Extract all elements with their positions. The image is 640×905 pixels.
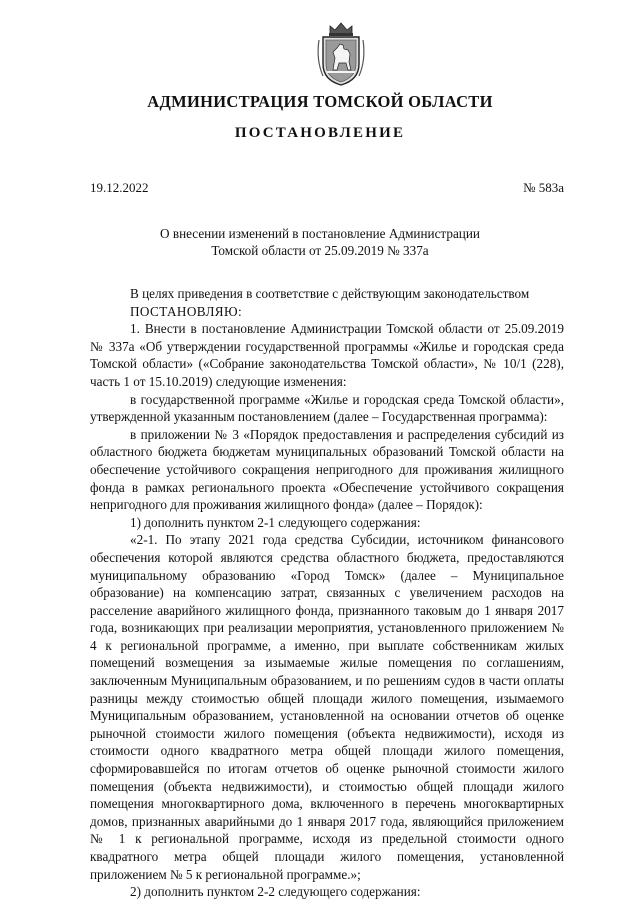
subject-line: Томской области от 25.09.2019 № 337а — [211, 243, 429, 258]
organization-name: АДМИНИСТРАЦИЯ ТОМСКОЙ ОБЛАСТИ — [147, 92, 493, 111]
document-number: № 583а — [523, 180, 564, 195]
document-type: ПОСТАНОВЛЕНИЕ — [234, 125, 406, 141]
document-body — [90, 285, 564, 901]
document-subject — [0, 225, 640, 259]
paragraph: В целях приведения в соответствие с действующим законодательством — [130, 286, 530, 301]
paragraph: в приложении № 3 «Порядок предоставления и распределения субсидий из областного бюджета бюджетам муниципальных образований Томской области на обеспечение устойчивого сокращения непригодного для проживания жилищного фонда в рамках регионального проекта «Обеспечение устойчивого сокращения непригодного для проживания жилищного фонда» (далее – Порядок): — [90, 426, 564, 513]
paragraph: 1. Внести в постановление Администрации Томской области от 25.09.2019 № 337а «Об утверждении государственной программы «Жилье и городская среда Томской области» («Собрание законодательства Томской области», № 10/1 (228), часть 1 от 15.10.2019) следующие изменения: — [90, 321, 564, 389]
document-date: 19.12.2022 — [90, 180, 149, 195]
decree-word: ПОСТАНОВЛЯЮ: — [130, 303, 243, 319]
paragraph: 2) дополнить пунктом 2-2 следующего содержания: — [130, 884, 421, 900]
paragraph: «2-1. По этапу 2021 года средства Субсидии, источником финансового обеспечения которой являются средства областного бюджета, предоставляются муниципальному образованию «Город Томск» (далее – Муниципальное образование) на компенсацию затрат, связанных с увеличением расходов на расселение аварийного жилищного фонда, признанного таковым до 1 января 2017 года, возникающих при реализации мероприятия, установленного приложением № 4 к региональной программе, а именно, при выплате собственникам жилых помещений возмещения за изымаемые жилые помещения по соглашениям, заключенным Муниципальным образованием, и по решениям судов в части оплаты разницы между стоимостью общей площади жилого помещения, изымаемого Муниципальным образованием, установленной на основании отчетов об оценке рыночной стоимости жилого помещения (объекта недвижимости), исходя из стоимости одного квадратного метра общей площади жилого помещения, сформировавшейся по итогам отчетов об оценке рыночной стоимости жилого помещения (объекта недвижимости), и стоимостью общей площади жилого помещения многоквартирного дома, включенного в перечень многоквартирных домов, признанных аварийными до 1 января 2017 года, являющийся приложением № 1 к региональной программе, исходя из предельной стоимости одного квадратного метра общей площади жилого помещения, установленной приложением № 5 к региональной программе.»; — [90, 532, 564, 882]
paragraph: в государственной программе «Жилье и городская среда Томской области», утвержденной указанным постановлением (далее – Государственная программа): — [90, 391, 564, 425]
subject-line: О внесении изменений в постановление Администрации — [160, 226, 480, 241]
tomsk-coat-of-arms-icon — [313, 20, 369, 88]
paragraph: 1) дополнить пунктом 2-1 следующего содержания: — [130, 514, 421, 530]
